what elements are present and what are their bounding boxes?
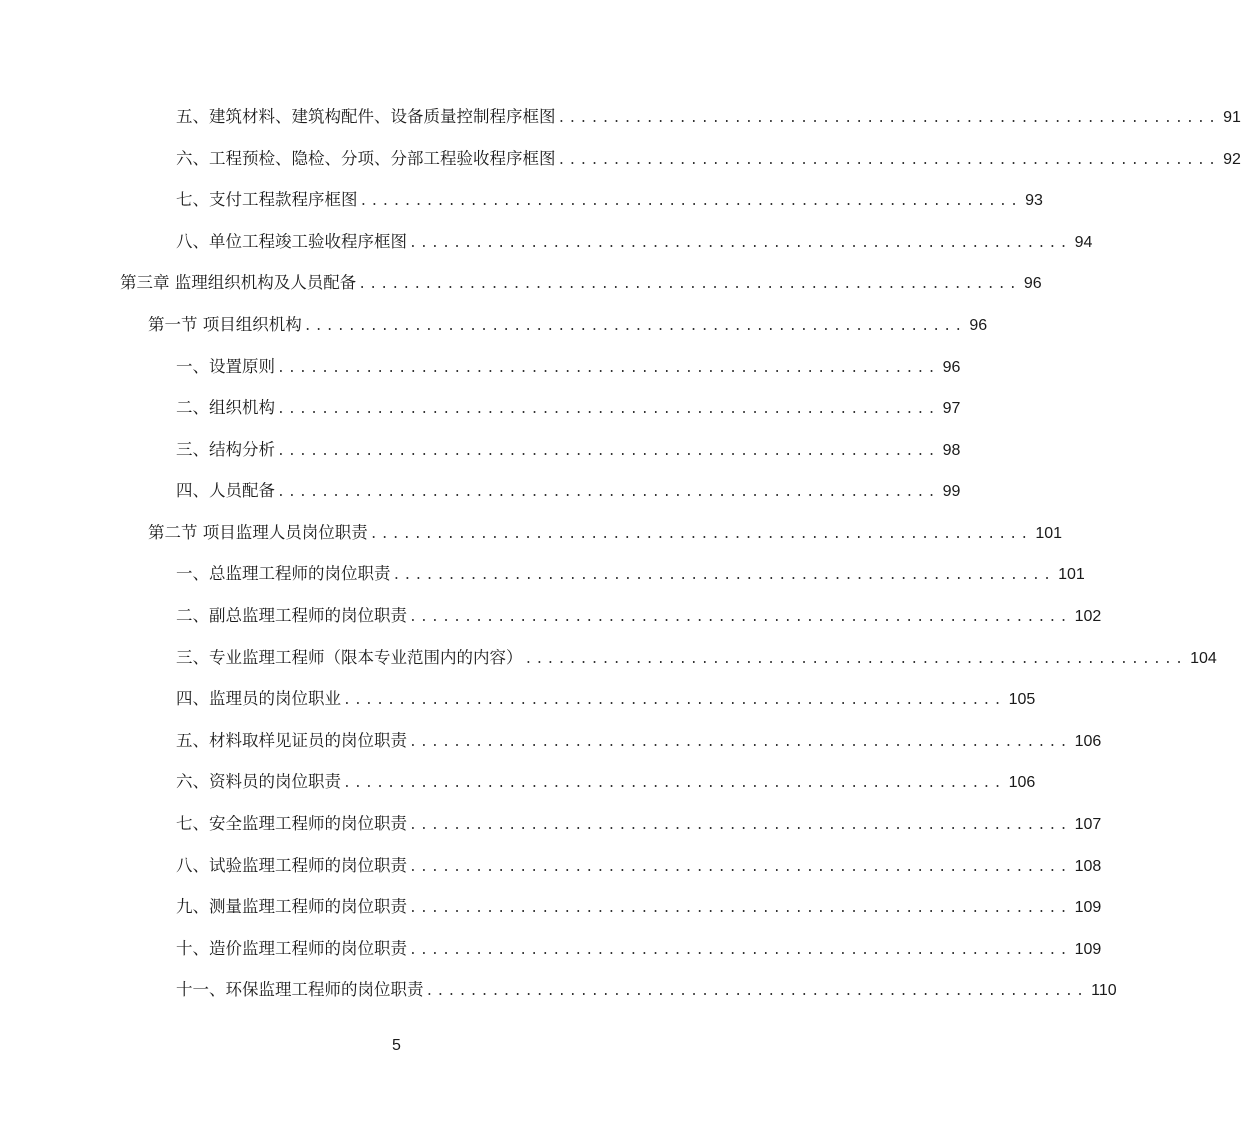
- toc-entry-page: 102: [1074, 608, 1102, 625]
- toc-entry-title: 十一、环保监理工程师的岗位职责: [176, 980, 424, 999]
- toc-entry: [176, 854, 1102, 878]
- toc-entry-page: 110: [1091, 982, 1117, 999]
- toc-entry-page: 106: [1074, 733, 1102, 750]
- toc-entry-title: 四、监理员的岗位职业: [176, 689, 341, 708]
- toc-entry: [176, 562, 1085, 586]
- toc-entry-title: 二、组织机构: [176, 398, 275, 417]
- toc-section-entry: [148, 521, 1063, 545]
- toc-chapter-entry: [120, 271, 1042, 295]
- toc-entry-page: 93: [1025, 192, 1043, 209]
- dot-leader: ............................................................: [359, 194, 1022, 209]
- toc-entry-page: 108: [1074, 858, 1102, 875]
- dot-leader: ............................................................: [343, 776, 1005, 791]
- toc-entry: [176, 937, 1102, 961]
- toc-entry: [176, 646, 1217, 670]
- toc-entry-page: 96: [942, 359, 961, 376]
- toc-entry-title: 七、支付工程款程序框图: [176, 190, 358, 209]
- dot-leader: ............................................................: [524, 652, 1187, 667]
- toc-entry-title: 八、试验监理工程师的岗位职责: [176, 856, 407, 875]
- toc-entry-title: 六、工程预检、隐检、分项、分部工程验收程序框图: [176, 149, 556, 168]
- toc-entry-title: 九、测量监理工程师的岗位职责: [176, 897, 407, 916]
- toc-entry-title: 四、人员配备: [176, 481, 275, 500]
- toc-entry: [176, 230, 1093, 254]
- toc-entry-title: 三、结构分析: [176, 440, 275, 459]
- dot-leader: ............................................................: [425, 984, 1088, 999]
- dot-leader: ............................................................: [557, 111, 1220, 126]
- dot-leader: ............................................................: [358, 277, 1020, 292]
- toc-entry-page: 96: [1023, 275, 1042, 292]
- toc-entry-page: 91: [1223, 109, 1241, 126]
- toc-entry-title: 八、单位工程竣工验收程序框图: [176, 232, 407, 251]
- dot-leader: ............................................................: [277, 485, 939, 500]
- toc-entry: [176, 188, 1043, 212]
- dot-leader: ............................................................: [392, 568, 1055, 583]
- toc-entry-title: 二、副总监理工程师的岗位职责: [176, 606, 407, 625]
- dot-leader: ............................................................: [277, 444, 939, 459]
- toc-entry-page: 94: [1074, 234, 1093, 251]
- toc-entry: [176, 812, 1102, 836]
- toc-entry: [176, 479, 961, 503]
- dot-leader: ............................................................: [409, 818, 1071, 833]
- toc-entry-title: 第二节 项目监理人员岗位职责: [148, 523, 368, 542]
- toc-entry-page: 106: [1008, 774, 1036, 791]
- toc-entry-page: 104: [1190, 650, 1217, 667]
- toc-entry: [176, 105, 1241, 129]
- toc-entry-page: 109: [1074, 941, 1102, 958]
- dot-leader: ............................................................: [343, 693, 1005, 708]
- toc-entry-page: 107: [1074, 816, 1102, 833]
- toc-entry: [176, 147, 1241, 171]
- toc-entry-title: 一、总监理工程师的岗位职责: [176, 564, 391, 583]
- toc-entry-title: 三、专业监理工程师（限本专业范围内的内容）: [176, 648, 523, 667]
- dot-leader: ............................................................: [409, 943, 1071, 958]
- toc-entry: [176, 438, 961, 462]
- toc-entry-page: 96: [969, 317, 988, 334]
- toc-entry-page: 101: [1035, 525, 1063, 542]
- toc-entry-title: 第一节 项目组织机构: [148, 315, 302, 334]
- dot-leader: ............................................................: [409, 236, 1071, 251]
- toc-section-entry: [148, 313, 988, 337]
- toc-entry: [176, 396, 961, 420]
- toc-entry-title: 一、设置原则: [176, 357, 275, 376]
- toc-entry: [176, 355, 961, 379]
- toc-entry-title: 五、建筑材料、建筑构配件、设备质量控制程序框图: [176, 107, 556, 126]
- dot-leader: ............................................................: [409, 901, 1071, 916]
- dot-leader: ............................................................: [557, 153, 1220, 168]
- dot-leader: ............................................................: [409, 860, 1071, 875]
- toc-entry-title: 七、安全监理工程师的岗位职责: [176, 814, 407, 833]
- toc-entry: [176, 978, 1117, 1002]
- dot-leader: ............................................................: [303, 319, 966, 334]
- toc-entry-page: 99: [942, 483, 961, 500]
- toc-entry-title: 五、材料取样见证员的岗位职责: [176, 731, 407, 750]
- toc-entry: [176, 729, 1102, 753]
- toc-entry-page: 98: [942, 442, 961, 459]
- toc-entry-page: 97: [942, 400, 961, 417]
- dot-leader: ............................................................: [409, 735, 1071, 750]
- dot-leader: ............................................................: [277, 361, 939, 376]
- dot-leader: ............................................................: [277, 402, 939, 417]
- toc-entry-page: 92: [1223, 151, 1241, 168]
- toc-entry: [176, 770, 1036, 794]
- toc-entry-page: 109: [1074, 899, 1102, 916]
- toc-entry-title: 六、资料员的岗位职责: [176, 772, 341, 791]
- dot-leader: ............................................................: [369, 527, 1032, 542]
- toc-entry-page: 101: [1058, 566, 1085, 583]
- toc-entry: [176, 604, 1102, 628]
- toc-entry-title: 十、造价监理工程师的岗位职责: [176, 939, 407, 958]
- dot-leader: ............................................................: [409, 610, 1071, 625]
- page-number: 5: [392, 1037, 401, 1054]
- toc-entry-page: 105: [1008, 691, 1036, 708]
- toc-entry-title: 第三章 监理组织机构及人员配备: [120, 273, 357, 292]
- toc-entry: [176, 687, 1036, 711]
- toc-entry: [176, 895, 1102, 919]
